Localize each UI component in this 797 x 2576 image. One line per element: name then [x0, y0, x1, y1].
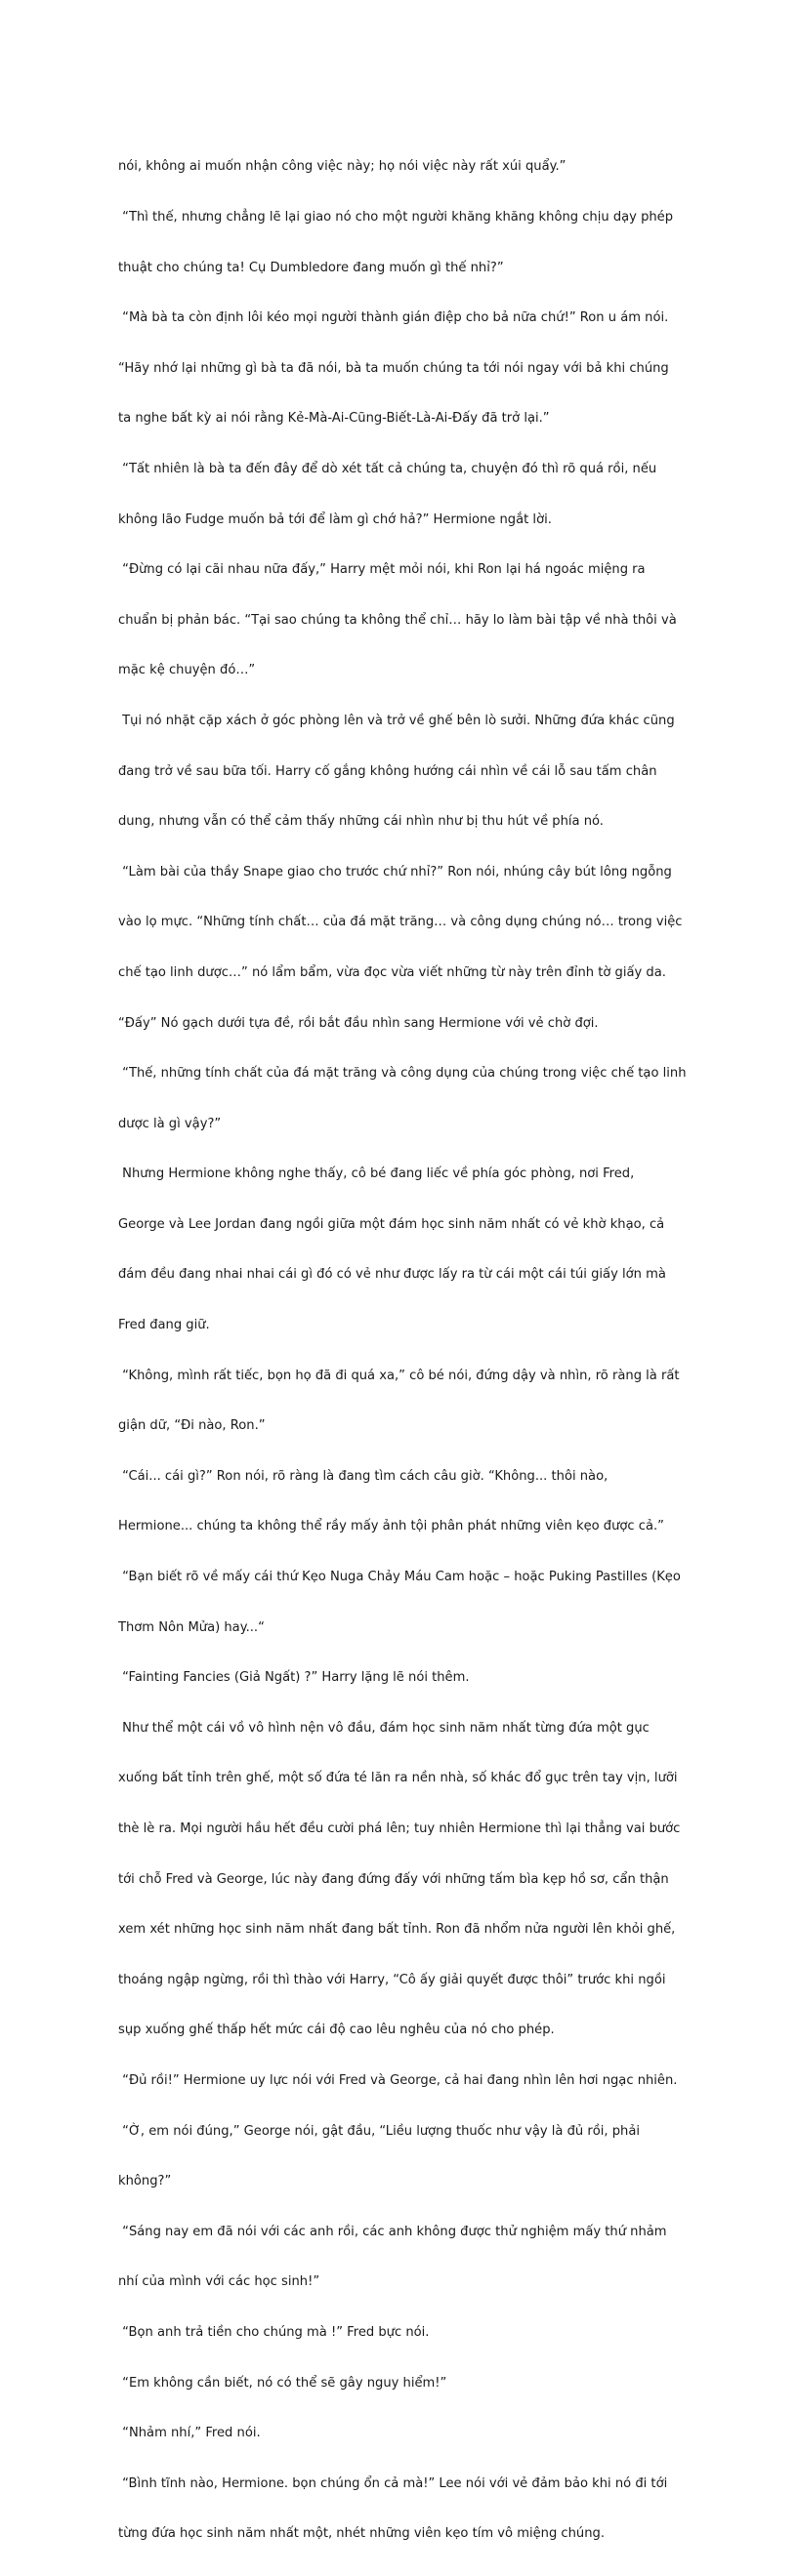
text-line: “Bình tĩnh nào, Hermione. bọn chúng ổn cả mà!” Lee nói với vẻ đảm bảo khi nó đi tới [118, 2475, 668, 2491]
text-line: tới chỗ Fred và George, lúc này đang đứng đấy với những tấm bìa kẹp hồ sơ, cẩn thận [118, 1871, 669, 1887]
text-line: Fred đang giữ. [118, 1318, 210, 1333]
text-line: nhí của mình với các học sinh!” [118, 2274, 320, 2290]
text-line: không?” [118, 2174, 172, 2189]
text-line: “Thì thế, nhưng chẳng lẽ lại giao nó cho một người khăng khăng không chịu dạy phép [118, 210, 674, 225]
text-line: “Ờ, em nói đúng,” George nói, gật đầu, “Liều lượng thuốc như vậy là đủ rồi, phải [118, 2123, 641, 2139]
text-line: đám đều đang nhai nhai cái gì đó có vẻ như được lấy ra từ cái một cái túi giấy lớn mà [118, 1267, 666, 1283]
text-line: đang trở về sau bữa tối. Harry cố gắng không hướng cái nhìn về cái lỗ sau tấm chân [118, 763, 657, 779]
text-line: giận dữ, “Đi nào, Ron.” [118, 1418, 266, 1434]
text-line: George và Lee Jordan đang ngồi giữa một đám học sinh năm nhất có vẻ khờ khạo, cả [118, 1216, 665, 1232]
text-line: dung, nhưng vẫn có thể cảm thấy những cái nhìn như bị thu hút về phía nó. [118, 814, 604, 830]
body-text [118, 125, 704, 2576]
text-line: xem xét những học sinh năm nhất đang bất tỉnh. Ron đã nhổm nửa người lên khỏi ghế, [118, 1922, 676, 1938]
text-line: mặc kệ chuyện đó…” [118, 663, 256, 678]
text-line: “Cái... cái gì?” Ron nói, rõ ràng là đang tìm cách câu giờ. “Không... thôi nào, [118, 1468, 608, 1484]
text-line: thoáng ngập ngừng, rồi thì thào với Harry, “Cô ấy giải quyết được thôi” trước khi ngồi [118, 1972, 666, 1987]
text-line: “Hãy nhớ lại những gì bà ta đã nói, bà ta muốn chúng ta tới nói ngay với bả khi chúng [118, 360, 669, 376]
text-line: “Nhảm nhí,” Fred nói. [118, 2426, 261, 2441]
text-line: xuống bất tỉnh trên ghế, một số đứa té lăn ra nền nhà, số khác đổ gục trên tay vịn, lưỡi [118, 1771, 678, 1786]
text-line: “Tất nhiên là bà ta đến đây để dò xét tất cả chúng ta, chuyện đó thì rõ quá rồi, nếu [118, 461, 657, 476]
text-line: vào lọ mực. “Những tính chất… của đá mặt trăng… và công dụng chúng nó… trong việc [118, 915, 683, 930]
text-line: chuẩn bị phản bác. “Tại sao chúng ta không thể chỉ… hãy lo làm bài tập về nhà thôi và [118, 612, 677, 628]
text-line: “Mà bà ta còn định lôi kéo mọi người thành gián điệp cho bả nữa chứ!” Ron u ám nói. [118, 310, 669, 326]
text-line: Như thể một cái vồ vô hình nện vô đầu, đám học sinh năm nhất từng đứa một gục [118, 1720, 650, 1736]
text-line: “Đấy” Nó gạch dưới tựa đề, rồi bắt đầu nhìn sang Hermione với vẻ chờ đợi. [118, 1015, 599, 1031]
text-line: nói, không ai muốn nhận công việc này; họ nói việc này rất xúi quẩy.” [118, 159, 566, 175]
text-line: “Làm bài của thầy Snape giao cho trước chứ nhỉ?” Ron nói, nhúng cây bút lông ngỗng [118, 864, 672, 879]
text-line: “Bạn biết rõ về mấy cái thứ Kẹo Nuga Chảy Máu Cam hoặc – hoặc Puking Pastilles (Kẹo [118, 1570, 681, 1585]
text-line: thè lè ra. Mọi người hầu hết đều cười phá lên; tuy nhiên Hermione thì lại thẳng vai bước [118, 1821, 681, 1836]
text-line: “Sáng nay em đã nói với các anh rồi, các anh không được thử nghiệm mấy thứ nhảm [118, 2224, 667, 2239]
text-line: thuật cho chúng ta! Cụ Dumbledore đang muốn gì thế nhỉ?” [118, 260, 504, 275]
text-line: chế tạo linh dược…” nó lẩm bẩm, vừa đọc vừa viết những từ này trên đỉnh tờ giấy da. [118, 964, 666, 980]
text-line: “Đừng có lại cãi nhau nữa đấy,” Harry mệt mỏi nói, khi Ron lại há ngoác miệng ra [118, 562, 646, 578]
text-line: Thơm Nôn Mửa) hay...“ [118, 1619, 265, 1635]
text-line: không lão Fudge muốn bả tới để làm gì chớ hả?” Hermione ngắt lời. [118, 511, 552, 527]
text-line: sụp xuống ghế thấp hết mức cái độ cao lêu nghêu của nó cho phép. [118, 2023, 555, 2038]
text-line: dược là gì vậy?” [118, 1116, 222, 1131]
text-line: ta nghe bất kỳ ai nói rằng Kẻ-Mà-Ai-Cũng-Biết-Là-Ai-Đấy đã trở lại.” [118, 411, 550, 427]
text-line: từng đứa học sinh năm nhất một, nhét những viên kẹo tím vô miệng chúng. [118, 2526, 606, 2542]
text-line: “Bọn anh trả tiền cho chúng mà !” Fred bực nói. [118, 2324, 430, 2340]
text-line: “Fainting Fancies (Giả Ngất) ?” Harry lặng lẽ nói thêm. [118, 1670, 470, 1686]
text-line: Tụi nó nhặt cặp xách ở góc phòng lên và trở về ghế bên lò sưởi. Những đứa khác cũng [118, 713, 675, 728]
text-line: “Thế, những tính chất của đá mặt trăng và công dụng của chúng trong việc chế tạo linh [118, 1066, 687, 1082]
text-line: “Đủ rồi!” Hermione uy lực nói với Fred và George, cả hai đang nhìn lên hơi ngạc nhiên. [118, 2072, 678, 2088]
text-line: “Không, mình rất tiếc, bọn họ đã đi quá xa,” cô bé nói, đứng dậy và nhìn, rõ ràng là rất [118, 1368, 680, 1383]
text-line: Nhưng Hermione không nghe thấy, cô bé đang liếc về phía góc phòng, nơi Fred, [118, 1166, 635, 1182]
text-line: Hermione... chúng ta không thể rầy mấy ảnh tội phân phát những viên kẹo được cả.” [118, 1519, 664, 1534]
text-line: “Em không cần biết, nó có thể sẽ gây nguy hiểm!” [118, 2375, 447, 2391]
